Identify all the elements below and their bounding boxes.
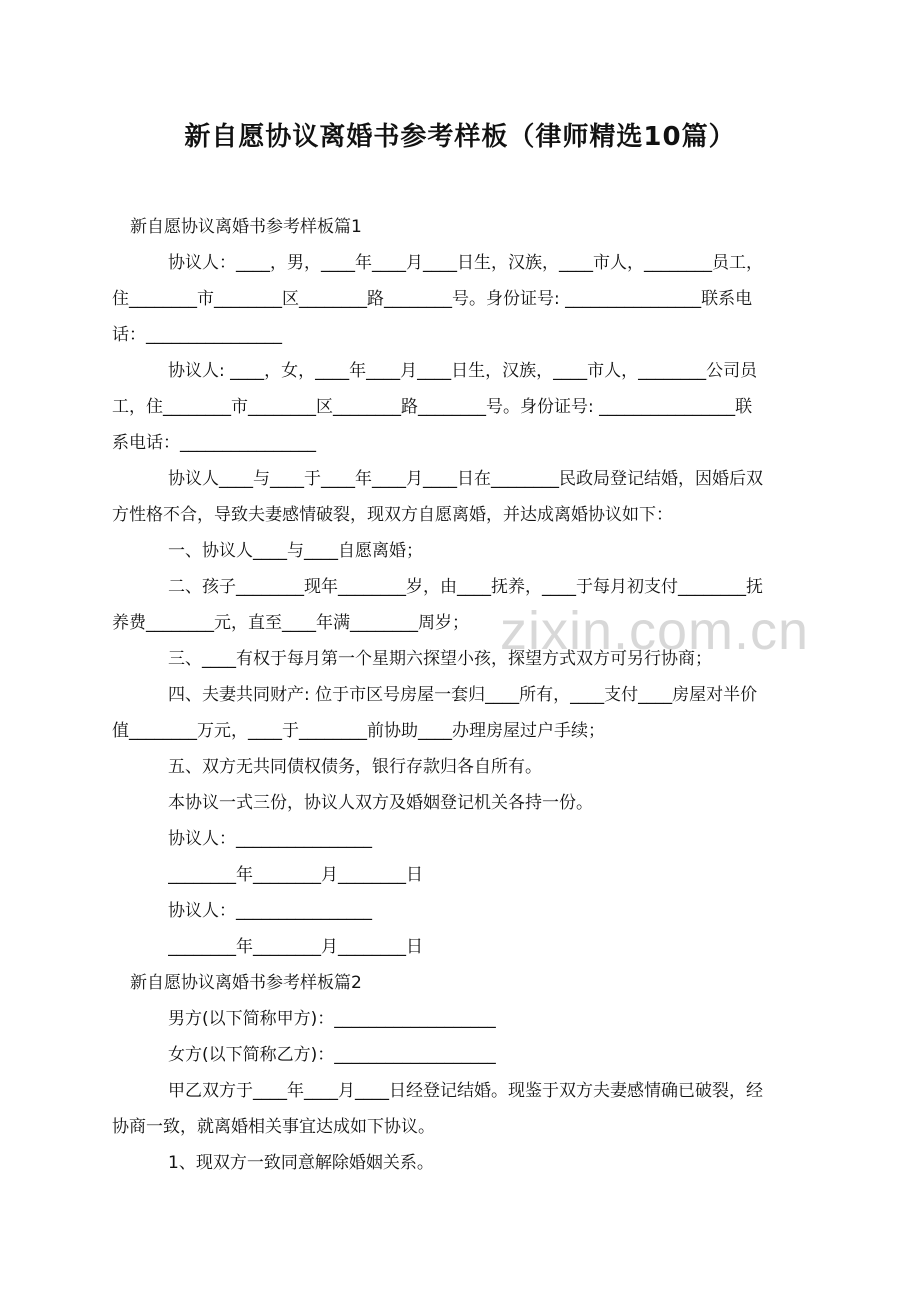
- signature-line: 协议人：________________: [168, 901, 372, 921]
- paragraph-line: 协商一致，就离婚相关事宜达成如下协议。: [112, 1117, 435, 1137]
- clause-line: 1、现双方一致同意解除婚姻关系。: [168, 1153, 434, 1173]
- party-line: 男方(以下简称甲方)：___________________: [168, 1009, 496, 1029]
- section-heading-1: 新自愿协议离婚书参考样板篇1: [130, 217, 362, 237]
- signature-line: 协议人：________________: [168, 829, 372, 849]
- date-line: ________年________月________日: [168, 865, 423, 885]
- paragraph-line: 系电话：________________: [112, 433, 316, 453]
- clause-line: 养费________元，直至____年满________周岁；: [112, 613, 469, 633]
- paragraph-line: 话：________________: [112, 325, 282, 345]
- clause-line: 一、协议人____与____自愿离婚；: [168, 541, 423, 561]
- clause-line: 四、夫妻共同财产: 位于市区号房屋一套归____所有，____支付____房屋对半价: [168, 685, 758, 705]
- clause-line: 三、____有权于每月第一个星期六探望小孩，探望方式双方可另行协商；: [168, 649, 712, 669]
- watermark-text: zixin.com.cn: [500, 601, 810, 661]
- party-line: 女方(以下简称乙方)：___________________: [168, 1045, 496, 1065]
- paragraph-line: 协议人: ____，女，____年____月____日生，汉族，____市人，________公司员: [168, 361, 758, 381]
- document-title: 新自愿协议离婚书参考样板（律师精选10篇）: [184, 122, 736, 152]
- paragraph-line: 方性格不合，导致夫妻感情破裂，现双方自愿离婚，并达成离婚协议如下：: [112, 505, 673, 525]
- clause-line: 五、双方无共同债权债务，银行存款归各自所有。: [168, 757, 542, 777]
- paragraph-line: 甲乙双方于____年____月____日经登记结婚。现鉴于双方夫妻感情确已破裂，经: [168, 1081, 763, 1101]
- section-heading-2: 新自愿协议离婚书参考样板篇2: [130, 973, 362, 993]
- date-line: ________年________月________日: [168, 937, 423, 957]
- clause-line: 二、孩子________现年________岁，由____抚养，____于每月初支付________抚: [168, 577, 763, 597]
- clause-line: 值________万元，____于________前协助____办理房屋过户手续；: [112, 721, 605, 741]
- paragraph-line: 工，住________市________区________路________号。身份证号: ________________联: [112, 397, 753, 417]
- paragraph-line: 协议人____与____于____年____月____日在________民政局登记结婚，因婚后双: [168, 469, 763, 489]
- paragraph-line: 住________市________区________路________号。身份证号: ________________联系电: [112, 289, 753, 309]
- paragraph-line: 本协议一式三份，协议人双方及婚姻登记机关各持一份。: [168, 793, 593, 813]
- paragraph-line: 协议人：____，男，____年____月____日生，汉族，____市人，________员工，: [168, 253, 763, 273]
